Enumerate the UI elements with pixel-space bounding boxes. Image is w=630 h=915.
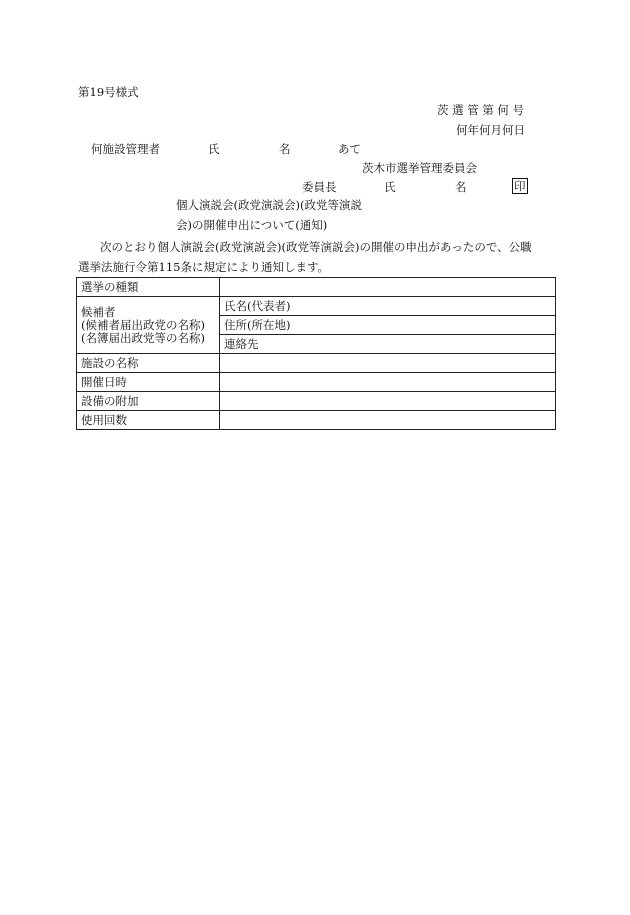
table-row [77,411,556,430]
sender-organization: 茨木市選挙管理委員会 [362,161,477,175]
election-type-label: 選挙の種類 [77,278,220,297]
sender-title: 委員長 [302,180,337,194]
candidate-list-party-label: (名簿届出政党等の名称) [81,331,205,345]
candidate-label-cell [77,297,220,354]
facility-name-value [220,354,556,373]
candidate-name-field: 氏名(代表者) [220,297,556,316]
form-number: 第19号様式 [78,85,139,99]
table-row [77,278,556,297]
equipment-label: 設備の附加 [77,392,220,411]
candidate-contact-field: 連絡先 [220,335,556,354]
usage-count-value [220,411,556,430]
table-row [77,297,556,316]
document-date: 何年何月何日 [456,123,525,137]
recipient-suffix: あて [338,142,361,156]
sender-name-surname: 氏 [384,180,396,194]
candidate-party-label: (候補者届出政党の名称) [81,318,205,332]
body-line-2: 選挙法施行令第115条に規定により通知します。 [78,260,330,274]
recipient-name-given: 名 [279,142,291,156]
equipment-value [220,392,556,411]
candidate-address-field: 住所(所在地) [220,316,556,335]
recipient-name-surname: 氏 [208,142,220,156]
usage-count-label: 使用回数 [77,411,220,430]
datetime-label: 開催日時 [77,373,220,392]
facility-name-label: 施設の名称 [77,354,220,373]
notification-table [76,277,556,430]
body-line-1: 次のとおり個人演説会(政党演説会)(政党等演説会)の開催の申出があったので、公職 [100,240,532,254]
table-row [77,354,556,373]
table-row [77,392,556,411]
recipient-label: 何施設管理者 [91,142,160,156]
subject-line-1: 個人演説会(政党演説会)(政党等演説 [176,198,362,212]
election-type-value [220,278,556,297]
subject-line-2: 会)の開催申出について(通知) [176,218,328,232]
datetime-value [220,373,556,392]
seal-mark: 印 [514,179,526,193]
document-number: 茨選管第何号 [437,103,528,117]
table-row [77,373,556,392]
sender-name-given: 名 [455,180,467,194]
candidate-label: 候補者 [81,305,116,319]
